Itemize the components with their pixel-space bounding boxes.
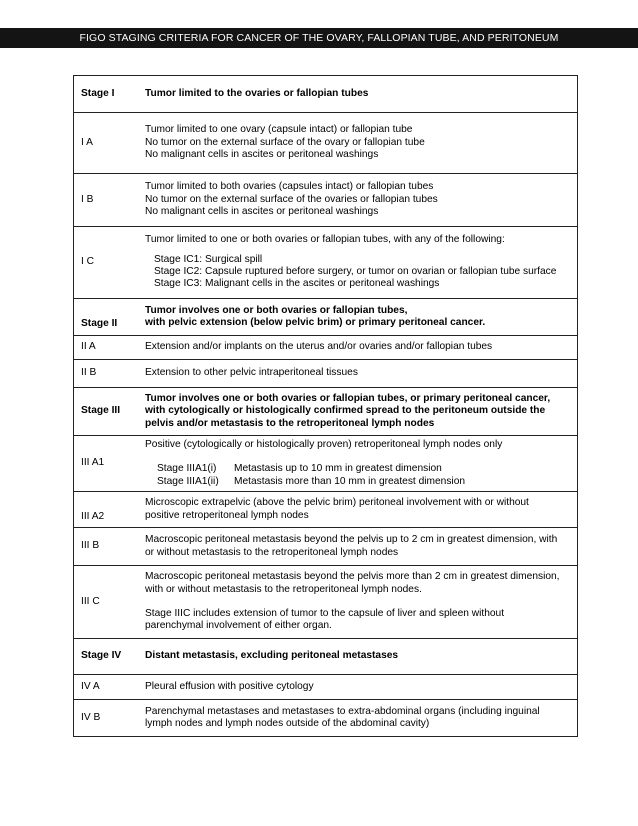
stage-label: I B xyxy=(74,174,146,227)
stage-label: Stage II xyxy=(74,299,146,336)
table-row-ic xyxy=(74,227,578,299)
description-line: Tumor involves one or both ovaries or fallopian tubes, or primary peritoneal cancer, xyxy=(145,392,551,404)
stage-label: Stage I xyxy=(74,76,146,113)
stage-description xyxy=(145,700,578,737)
substage-line: Stage IC3: Malignant cells in the ascites or peritoneal washings xyxy=(154,278,440,290)
stage-description: Pleural effusion with positive cytology xyxy=(145,675,578,700)
description-line: No malignant cells in ascites or peritoneal washings xyxy=(145,206,379,218)
table-row-ib xyxy=(74,174,578,227)
description-line: Parenchymal metastases and metastases to extra-abdominal organs (including inguinal xyxy=(145,705,540,717)
substage-key: Stage IIIA1(ii) xyxy=(157,475,219,487)
stage-description xyxy=(145,492,578,528)
description-line: with pelvic extension (below pelvic brim) or primary peritoneal cancer. xyxy=(145,317,486,328)
table-row-iiia1 xyxy=(74,436,578,492)
table-row-stage-ii xyxy=(74,299,578,336)
stage-description xyxy=(145,528,578,566)
substage-key: Stage IIIA1(i) xyxy=(157,463,217,475)
table-row-stage-iii xyxy=(74,388,578,436)
description-line: positive retroperitoneal lymph nodes xyxy=(145,509,309,521)
table-row-ia xyxy=(74,113,578,174)
substage-line: Stage IC2: Capsule ruptured before surgery, or tumor on ovarian or fallopian tube surface xyxy=(154,266,557,277)
stage-label: III A2 xyxy=(74,492,146,528)
table-row-iiib xyxy=(74,528,578,566)
page-title: FIGO STAGING CRITERIA FOR CANCER OF THE OVARY, FALLOPIAN TUBE, AND PERITONEUM xyxy=(0,28,638,48)
stage-label: IV A xyxy=(74,675,146,700)
stage-description: Distant metastasis, excluding peritoneal metastases xyxy=(145,639,578,675)
description-line: No malignant cells in ascites or peritoneal washings xyxy=(145,149,379,161)
description-line: Stage IIIC includes extension of tumor to the capsule of liver and spleen without xyxy=(145,608,505,619)
table-row-iib xyxy=(74,360,578,388)
substage-line xyxy=(145,476,573,488)
description-line: Macroscopic peritoneal metastasis beyond the pelvis more than 2 cm in greatest dimension, xyxy=(145,571,560,583)
substage-value: Metastasis up to 10 mm in greatest dimension xyxy=(234,463,442,475)
stage-label: I C xyxy=(74,227,146,299)
description-line: Microscopic extrapelvic (above the pelvic brim) peritoneal involvement with or without xyxy=(145,497,529,509)
description-line: parenchymal involvement of either organ. xyxy=(145,620,332,632)
stage-label: IV B xyxy=(74,700,146,737)
table-row-iiic xyxy=(74,566,578,639)
description-line: No tumor on the external surface of the ovary or fallopian tube xyxy=(145,136,425,148)
stage-label: III C xyxy=(74,566,146,639)
stage-label: III A1 xyxy=(74,436,146,492)
stage-description xyxy=(145,113,578,174)
table-row-iva xyxy=(74,675,578,700)
stage-description xyxy=(145,174,578,227)
stage-label: Stage III xyxy=(74,388,146,436)
table-row-stage-i xyxy=(74,76,578,113)
stage-label: I A xyxy=(74,113,146,174)
substage-value: Metastasis more than 10 mm in greatest dimension xyxy=(234,475,466,487)
stage-description: Extension to other pelvic intraperitoneal tissues xyxy=(145,360,578,388)
description-line: No tumor on the external surface of the ovaries or fallopian tubes xyxy=(145,193,438,205)
description-line: Tumor limited to one or both ovaries or fallopian tubes, with any of the following: xyxy=(145,234,505,246)
substage-line xyxy=(145,463,573,475)
description-line: pelvis and/or metastasis to the retroperitoneal lymph nodes xyxy=(145,417,435,429)
description-line: Tumor limited to one ovary (capsule intact) or fallopian tube xyxy=(145,124,413,136)
stage-description xyxy=(145,299,578,336)
stage-description xyxy=(145,388,578,436)
description-line: Tumor limited to both ovaries (capsules intact) or fallopian tubes xyxy=(145,181,434,193)
description-line: lymph nodes and lymph nodes outside of the abdominal cavity) xyxy=(145,718,430,729)
substage-line: Stage IC1: Surgical spill xyxy=(154,253,263,265)
stage-label: Stage IV xyxy=(74,639,146,675)
description-line: with or without metastasis to the retroperitoneal lymph nodes. xyxy=(145,583,422,595)
description-line: with cytologically or histologically confirmed spread to the peritoneum outside the xyxy=(145,405,546,417)
stage-description xyxy=(145,227,578,299)
stage-description xyxy=(145,436,578,492)
table-row-stage-iv xyxy=(74,639,578,675)
description-line: Tumor involves one or both ovaries or fallopian tubes, xyxy=(145,304,408,316)
stage-label: II B xyxy=(74,360,146,388)
stage-label: III B xyxy=(74,528,146,566)
stage-description xyxy=(145,566,578,639)
stage-description: Extension and/or implants on the uterus and/or ovaries and/or fallopian tubes xyxy=(145,336,578,360)
description-line: Positive (cytologically or histologically proven) retroperitoneal lymph nodes only xyxy=(145,438,503,450)
table-row-ivb xyxy=(74,700,578,737)
description-line: or without metastasis to the retroperitoneal lymph nodes xyxy=(145,546,399,558)
stage-description: Tumor limited to the ovaries or fallopian tubes xyxy=(145,76,578,113)
stage-label: II A xyxy=(74,336,146,360)
staging-table xyxy=(73,75,578,737)
table-row-iia xyxy=(74,336,578,360)
description-line: Macroscopic peritoneal metastasis beyond the pelvis up to 2 cm in greatest dimension, with xyxy=(145,534,558,546)
table-row-iiia2 xyxy=(74,492,578,528)
